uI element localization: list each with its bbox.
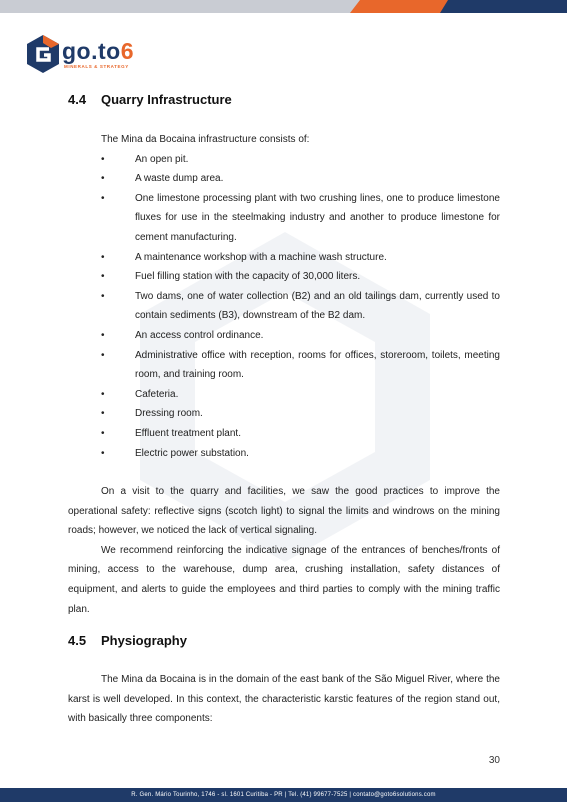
- list-item: • Cafeteria.: [68, 385, 500, 405]
- page-number: 30: [488, 755, 500, 766]
- bullet-icon: •: [101, 192, 105, 204]
- list-item: • One limestone processing plant with two crushing lines, one to produce limestone fluxes for use in the steelmaking industry and another to produce limestone for cement manufacturing.: [68, 189, 500, 248]
- bullet-icon: •: [101, 153, 105, 165]
- list-item: • Two dams, one of water collection (B2) and an old tailings dam, currently used to contain sediments (B3), downstream of the B2 dam.: [68, 287, 500, 326]
- section-intro: The Mina da Bocaina infrastructure consists of:: [101, 134, 310, 145]
- infrastructure-list: [68, 150, 500, 464]
- bullet-icon: •: [101, 329, 105, 341]
- list-item: • Administrative office with reception, rooms for offices, storeroom, toilets, meeting room, and training room.: [68, 346, 500, 385]
- list-item: • A maintenance workshop with a machine wash structure.: [68, 248, 500, 268]
- list-item: • An access control ordinance.: [68, 326, 500, 346]
- logo-wordmark: go.to6: [62, 38, 134, 64]
- body-paragraph: On a visit to the quarry and facilities, we saw the good practices to improve the operational safety: reflective signs (scotch light) to signal the limits and windrows on the mining roads; however, we noticed the lack of vertical signaling.: [68, 486, 500, 537]
- footer-contact-bar: R. Gen. Mário Tourinho, 1746 - sl. 1601 Curitiba - PR | Tel. (41) 99677-7525 | contato@goto6solutions.com: [0, 788, 567, 802]
- page-content: [68, 90, 500, 729]
- body-paragraph: The Mina da Bocaina is in the domain of the east bank of the São Miguel River, where the karst is well developed. In this context, the characteristic karstic features of the region stand out, with basically three components:: [68, 674, 500, 725]
- bullet-icon: •: [101, 349, 105, 361]
- hexagon-logo-icon: [26, 34, 60, 74]
- list-item: • Dressing room.: [68, 404, 500, 424]
- bullet-icon: •: [101, 173, 105, 185]
- list-item: • An open pit.: [68, 150, 500, 170]
- header-stripe: [0, 0, 567, 13]
- list-item: • Fuel filling station with the capacity of 30,000 liters.: [68, 267, 500, 287]
- section-title: Physiography: [101, 633, 187, 649]
- bullet-icon: •: [101, 271, 105, 283]
- bullet-icon: •: [101, 388, 105, 400]
- bullet-icon: •: [101, 290, 105, 302]
- body-paragraph: We recommend reinforcing the indicative signage of the entrances of benches/fronts of mining, access to the warehouse, dump area, crushing installation, safety distances of equipment, and alerts to guide the employees and third parties to comply with the mining traffic plan.: [68, 544, 500, 615]
- list-item: • A waste dump area.: [68, 169, 500, 189]
- list-item: • Electric power substation.: [68, 444, 500, 464]
- bullet-icon: •: [101, 251, 105, 263]
- logo-tagline: MINERALS & STRATEGY: [64, 64, 129, 69]
- section-number: 4.5: [68, 633, 87, 649]
- section-title: Quarry Infrastructure: [101, 92, 232, 107]
- bullet-icon: •: [101, 447, 105, 459]
- list-item: • Effluent treatment plant.: [68, 424, 500, 444]
- bullet-icon: •: [101, 408, 105, 420]
- bullet-icon: •: [101, 427, 105, 439]
- section-number: 4.4: [68, 92, 87, 107]
- company-logo: [26, 34, 176, 84]
- section-heading-4-4: [68, 90, 500, 110]
- section-heading-4-5: [68, 631, 500, 651]
